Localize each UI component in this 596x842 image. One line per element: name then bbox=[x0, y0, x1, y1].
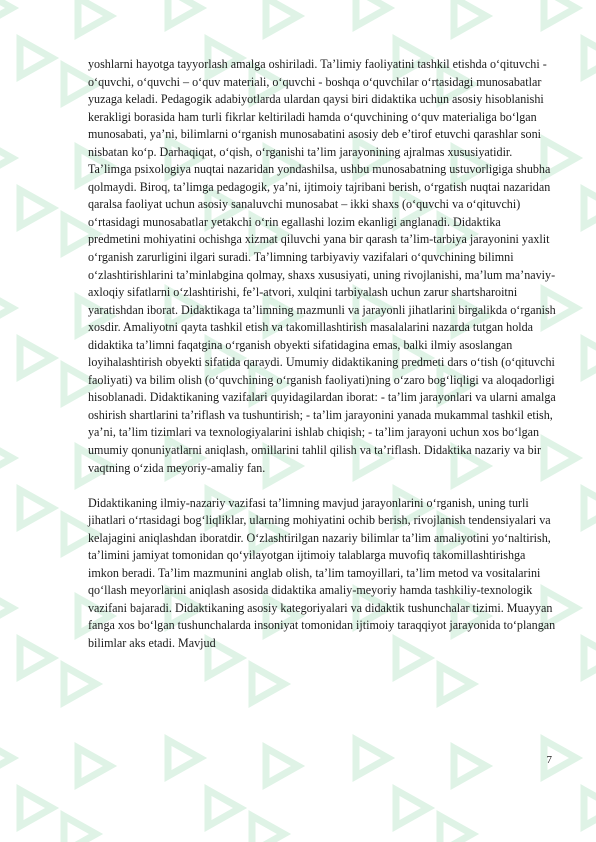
paragraph-1: yoshlarni hayotga tayyorlash amalga oshiriladi. Ta’limiy faoliyatini tashkil etishda o‘qituvchi - o‘quvchi, o‘quvchi – o‘quv materiali, o‘quvchi - boshqa o‘quvchilar o‘rtasidagi munosabatlar yuzaga keladi. Pedagogik adabiyotlarda ulardan qaysi biri didaktika uchun asosiy hisoblanishi kerakligi borasida ham turli fikrlar keltiriladi hamda o‘quvchining o‘quv materialiga bo‘lgan munosabati, ya’ni, bilimlarni o‘rganish munosabatini asosiy deb e’tirof etuvchi qarashlar soni nisbatan ko‘p. Darhaqiqat, o‘qish, o‘rganishi ta’lim jarayonining ajralmas xususiyatidir. Ta’limga psixologiya nuqtai nazaridan yondashilsa, ushbu munosabatning ustuvorligiga shubha qolmaydi. Biroq, ta’limga pedagogik, ya’ni, ijtimoiy tajribani berish, o‘rgatish nuqtai nazaridan qaralsa faoliyat uchun asosiy sanaluvchi munosabat – ikki shaxs (o‘quvchi va o‘qituvchi) o‘rtasidagi munosabatlar yetakchi o‘rin egallashi lozim ekanligi anglanadi. Didaktika predmetini mohiyatini ochishga xizmat qiluvchi yana bir qarash ta’lim-tarbiya jarayonini yaxlit o‘rganish zarurligini ilgari suradi. Ta’limning tarbiyaviy vazifalari o‘quvchining bilimni o‘zlashtirishlarini ta’minlabgina qolmay, shaxs xususiyati, uning rivojlanishi, ma’lum ma’naviy-axloqiy sifatlarni o‘zlashtirishi, fe’l-atvori, xulqini tarbiyalash uchun zarur shartsharoitni yaratishdan iborat. Didaktikaga ta’limning mazmunli va jarayonli jihatlarini birgalikda o‘rganish xosdir. Amaliyotni qayta tashkil etish va takomillashtirish masalalarini nazarda tutgan holda didaktika ta’limni faqatgina o‘rganish obyekti sifatidagina emas, balki ilmiy asoslangan loyihalashtirish obyekti sifatida qaraydi. Umumiy didaktikaning predmeti dars o‘tish (o‘qituvchi faoliyati) va bilim olish (o‘quvchining o‘rganish faoliyati)ning o‘zaro bog‘liqligi va aloqadorligi hisoblanadi. Didaktikaning vazifalari quyidagilardan iborat: - ta’lim jarayonlari va ularni amalga oshirish shartlarini ta’riflash va tushuntirish; - ta’lim jarayonini yanada mukammal tashkil etish, ya’ni, ta’lim tizimlari va texnologiyalarini ishlab chiqish; - ta’lim jarayoni uchun xos bo‘lgan umumiy qonuniyatlarni aniqlash, omillarini tahlil qilish va ta’riflash. Didaktika nazariy va bir vaqtning o‘zida meyoriy-amaliy fan. bbox=[88, 57, 556, 475]
page-number: 7 bbox=[546, 754, 552, 766]
body-text bbox=[88, 56, 556, 653]
paragraph-2: Didaktikaning ilmiy-nazariy vazifasi ta’limning mavjud jarayonlarini o‘rganish, uning turli jihatlari o‘rtasidagi bog‘liqliklar, ularning mohiyatini ochib berish, rivojlanish tendensiyalari va kelajagini aniqlashdan iboratdir. O‘zlashtirilgan nazariy bilimlar ta’lim amaliyotini yo‘naltirish, ta’limini jamiyat tomonidan qo‘yilayotgan ijtimoiy talablarga muvofiq takomillashtirishga imkon beradi. Ta’lim mazmunini anglab olish, ta’lim tamoyillari, ta’lim metod va vositalarini qo‘llash meyorlarini aniqlash asosida didaktika amaliy-meyoriy hamda tashkiliy-texnologik vazifani bajaradi. Didaktikaning asosiy kategoriyalari va didaktik tushunchalar tizimi. Muayyan fanga xos bo‘lgan tushunchalarda insoniyat tomonidan ijtimoiy taraqqiyot jarayonida to‘plangan bilimlar aks etadi. Mavjud bbox=[88, 495, 556, 650]
